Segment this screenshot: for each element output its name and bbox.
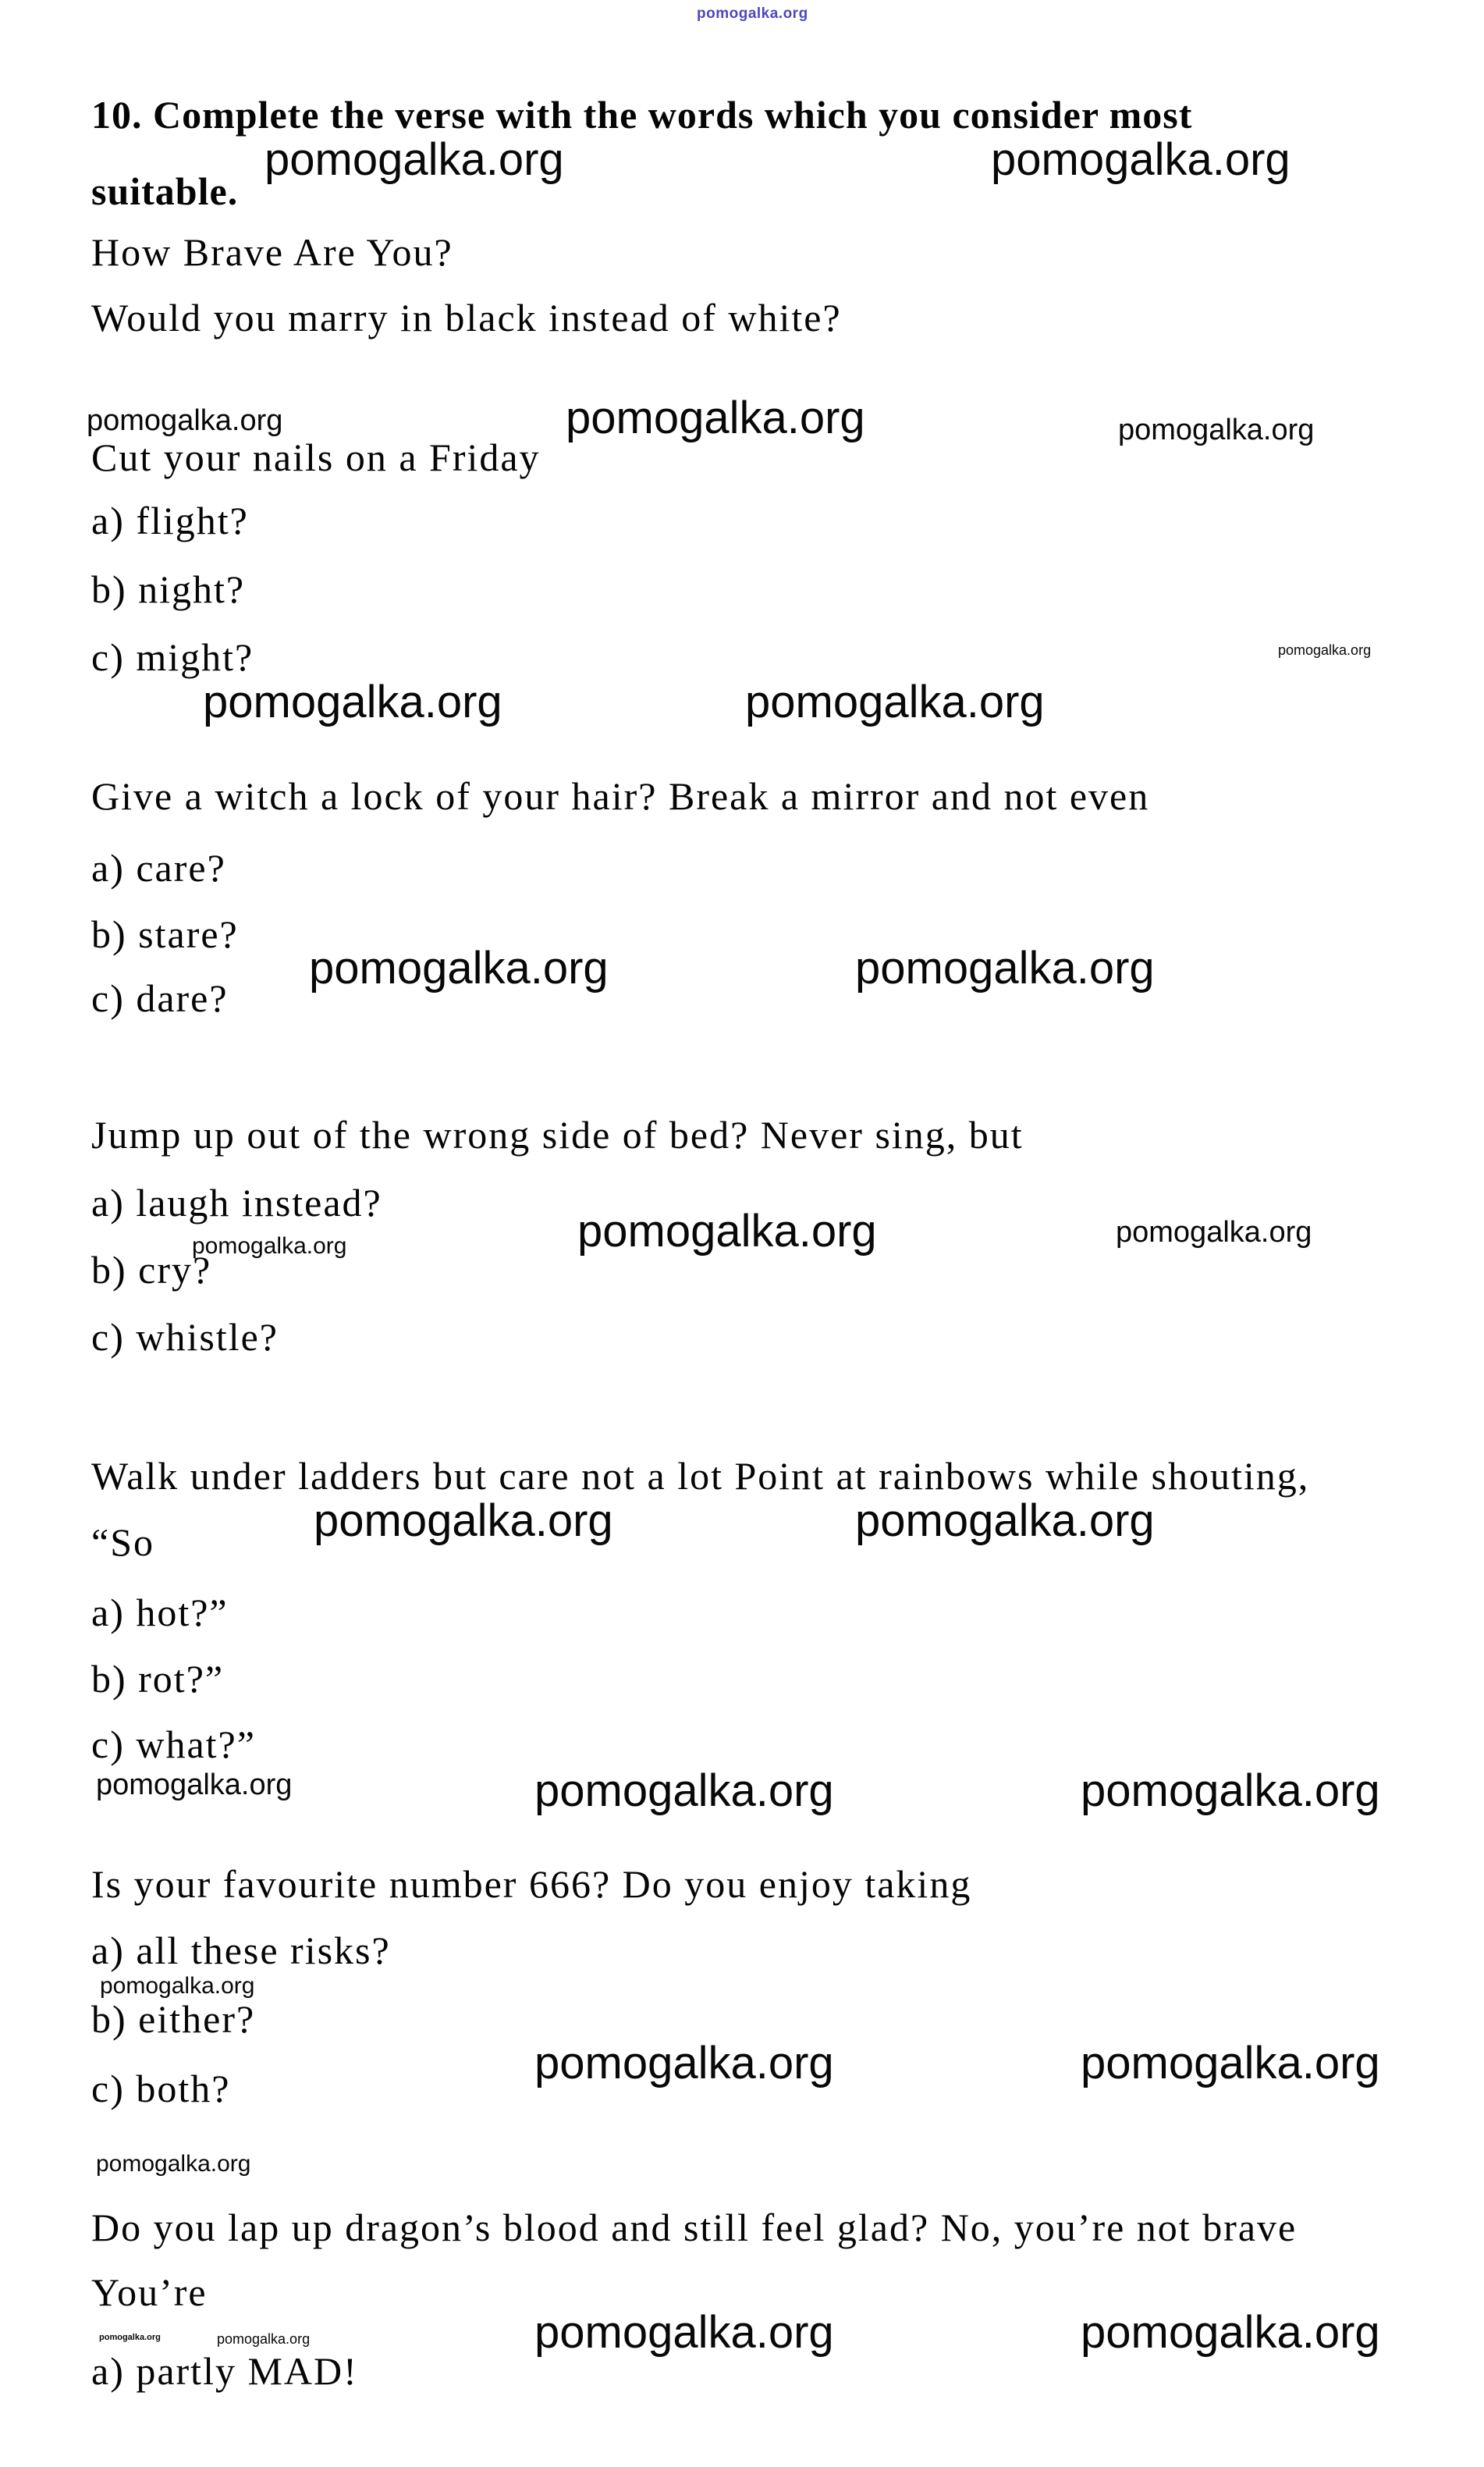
watermark: pomogalka.org <box>96 2151 251 2177</box>
question-line: Cut your nails on a Friday <box>91 435 541 479</box>
watermark: pomogalka.org <box>1081 2307 1380 2358</box>
watermark: pomogalka.org <box>534 2038 834 2088</box>
watermark: pomogalka.org <box>566 393 865 443</box>
watermark: pomogalka.org <box>855 1495 1155 1546</box>
question-line: Walk under ladders but care not a lot Point at rainbows while shouting, <box>91 1454 1310 1498</box>
question-line: “So <box>91 1520 154 1564</box>
answer-option: c) dare? <box>91 976 229 1020</box>
watermark: pomogalka.org <box>1081 1765 1380 1816</box>
watermark: pomogalka.org <box>309 943 609 994</box>
answer-option: b) stare? <box>91 912 239 956</box>
quiz-title: How Brave Are You? <box>91 230 453 274</box>
watermark: pomogalka.org <box>96 1768 293 1801</box>
watermark: pomogalka.org <box>192 1233 347 1259</box>
question-line: Do you lap up dragon’s blood and still feel glad? No, you’re not brave <box>91 2206 1298 2249</box>
watermark: pomogalka.org <box>577 1206 877 1257</box>
watermark: pomogalka.org <box>534 1765 834 1816</box>
question-line: Jump up out of the wrong side of bed? Never sing, but <box>91 1113 1024 1157</box>
watermark: pomogalka.org <box>697 5 808 22</box>
question-line: Is your favourite number 666? Do you enjoy taking <box>91 1862 972 1906</box>
answer-option: b) rot?” <box>91 1657 225 1701</box>
answer-option: a) partly MAD! <box>91 2349 358 2393</box>
watermark: pomogalka.org <box>1116 1216 1312 1249</box>
question-line: You’re <box>91 2270 208 2314</box>
answer-option: a) care? <box>91 846 226 890</box>
watermark: pomogalka.org <box>1118 414 1315 446</box>
answer-option: c) what?” <box>91 1722 256 1766</box>
watermark: pomogalka.org <box>99 2333 161 2342</box>
watermark: pomogalka.org <box>203 677 502 727</box>
watermark: pomogalka.org <box>264 134 564 185</box>
answer-option: a) hot?” <box>91 1591 229 1634</box>
answer-option: c) might? <box>91 635 254 679</box>
watermark: pomogalka.org <box>991 134 1291 185</box>
exercise-instruction-line2: suitable. <box>91 169 239 213</box>
watermark: pomogalka.org <box>1081 2038 1380 2088</box>
answer-option: b) cry? <box>91 1248 212 1292</box>
answer-option: c) whistle? <box>91 1315 279 1359</box>
question-line: Would you marry in black instead of white? <box>91 296 842 339</box>
answer-option: b) night? <box>91 567 246 611</box>
question-line: Give a witch a lock of your hair? Break a mirror and not even <box>91 774 1150 818</box>
watermark: pomogalka.org <box>314 1495 613 1546</box>
watermark: pomogalka.org <box>1278 642 1372 658</box>
answer-option: b) either? <box>91 1997 256 2041</box>
exercise-instruction-line1: 10. Complete the verse with the words which you consider most <box>91 93 1193 137</box>
watermark: pomogalka.org <box>87 404 283 437</box>
watermark: pomogalka.org <box>534 2307 834 2358</box>
answer-option: a) laugh instead? <box>91 1181 382 1225</box>
watermark: pomogalka.org <box>217 2331 311 2347</box>
answer-option: a) all these risks? <box>91 1928 391 1972</box>
watermark: pomogalka.org <box>745 677 1045 727</box>
answer-option: c) both? <box>91 2067 231 2110</box>
watermark: pomogalka.org <box>855 943 1155 994</box>
watermark: pomogalka.org <box>100 1973 255 1999</box>
answer-option: a) flight? <box>91 499 249 542</box>
